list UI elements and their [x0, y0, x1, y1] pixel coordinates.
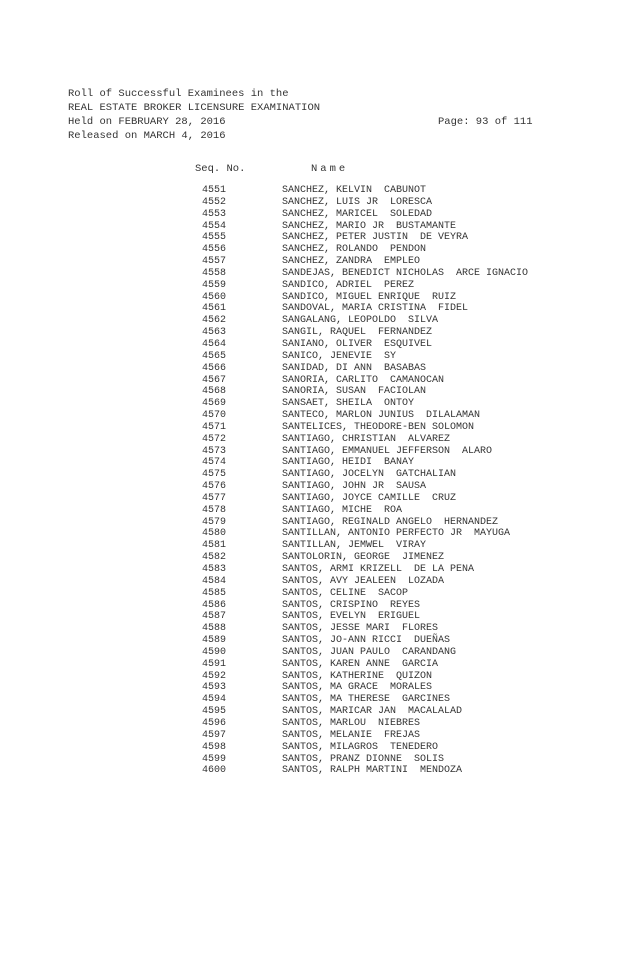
examinee-name: SANTOS, MARICAR JAN MACALALAD: [282, 706, 463, 718]
examinee-name: SANTOS, ARMI KRIZELL DE LA PENA: [282, 564, 475, 575]
seq-number: 4597: [202, 729, 227, 741]
page-number: Page: 93 of 111: [438, 116, 533, 128]
examinee-name: SANCHEZ, PETER JUSTIN DE VEYRA: [282, 232, 469, 244]
seq-number: 4592: [202, 670, 227, 682]
seq-number: 4551: [202, 185, 227, 196]
seq-number: 4580: [202, 528, 227, 540]
examinee-name: SANTOS, MARLOU NIEBRES: [282, 717, 421, 729]
seq-number: 4595: [202, 706, 227, 718]
seq-number: 4578: [202, 504, 227, 516]
examinee-name: SANTOS, MA GRACE MORALES: [282, 682, 433, 694]
list-item: [0, 280, 638, 292]
list-item: [0, 682, 638, 694]
seq-number: 4584: [202, 575, 227, 587]
list-item: [0, 434, 638, 446]
list-item: [0, 469, 638, 481]
seq-number: 4562: [202, 315, 227, 327]
list-item: [0, 706, 638, 718]
examinee-name: SANTECO, MARLON JUNIUS DILALAMAN: [282, 410, 481, 422]
examinee-name: SANTILLAN, ANTONIO PERFECTO JR MAYUGA: [282, 528, 511, 540]
seq-number: 4583: [202, 564, 227, 575]
seq-number: 4585: [202, 587, 227, 599]
seq-number: 4594: [202, 694, 227, 706]
list-item: [0, 292, 638, 304]
examinee-name: SANORIA, CARLITO CAMANOCAN: [282, 374, 445, 386]
examinee-name: SANSAET, SHEILA ONTOY: [282, 398, 415, 410]
release-date: Released on MARCH 4, 2016: [68, 130, 226, 142]
list-item: [0, 611, 638, 623]
seq-number: 4567: [202, 374, 227, 386]
seq-number: 4561: [202, 303, 227, 315]
examinee-name: SANTOS, KATHERINE QUIZON: [282, 670, 433, 682]
examinee-name: SANTOS, KAREN ANNE GARCIA: [282, 658, 439, 670]
list-item: [0, 375, 638, 387]
list-item: [0, 528, 638, 540]
list-item: [0, 647, 638, 659]
seq-number: 4563: [202, 327, 227, 339]
examinee-name: SANTIAGO, JOHN JR SAUSA: [282, 481, 427, 493]
examinee-name: SANTOS, AVY JEALEEN LOZADA: [282, 575, 445, 587]
list-item: [0, 742, 638, 754]
seq-number: 4570: [202, 410, 227, 422]
list-item: [0, 398, 638, 410]
seq-number: 4579: [202, 516, 227, 528]
column-header-name: Name: [311, 163, 349, 175]
list-item: [0, 244, 638, 256]
list-item: [0, 481, 638, 493]
seq-number: 4593: [202, 682, 227, 694]
list-item: [0, 327, 638, 339]
seq-number: 4568: [202, 386, 227, 398]
seq-number: 4573: [202, 445, 227, 457]
examinee-name: SANGALANG, LEOPOLDO SILVA: [282, 315, 439, 327]
examinee-name: SANCHEZ, MARICEL SOLEDAD: [282, 208, 433, 220]
list-item: [0, 232, 638, 244]
seq-number: 4574: [202, 457, 227, 469]
seq-number: 4565: [202, 350, 227, 362]
list-item: [0, 422, 638, 434]
seq-number: 4571: [202, 421, 227, 433]
list-item: [0, 540, 638, 552]
examinee-name: SANGIL, RAQUEL FERNANDEZ: [282, 327, 433, 339]
examinee-name: SANTILLAN, JEMWEL VIRAY: [282, 540, 427, 552]
seq-number: 4589: [202, 635, 227, 647]
document-title-line-1: Roll of Successful Examinees in the: [68, 88, 289, 100]
examinee-name: SANTOS, JESSE MARI FLORES: [282, 623, 439, 635]
list-item: [0, 221, 638, 233]
list-item: [0, 659, 638, 671]
examinee-name: SANTOS, CELINE SACOP: [282, 587, 409, 599]
examinee-name: SANDEJAS, BENEDICT NICHOLAS ARCE IGNACIO: [282, 267, 529, 279]
list-item: [0, 600, 638, 612]
seq-number: 4552: [202, 196, 227, 208]
seq-number: 4600: [202, 765, 227, 777]
seq-number: 4558: [202, 267, 227, 279]
list-item: [0, 564, 638, 576]
seq-number: 4582: [202, 552, 227, 564]
list-item: [0, 588, 638, 600]
seq-number: 4599: [202, 753, 227, 765]
examinee-name: SANTOS, MELANIE FREJAS: [282, 729, 421, 741]
examinee-name: SANIANO, OLIVER ESQUIVEL: [282, 338, 433, 350]
list-item: [0, 694, 638, 706]
seq-number: 4556: [202, 244, 227, 256]
list-item: [0, 209, 638, 221]
list-item: [0, 517, 638, 529]
examinee-name: SANIDAD, DI ANN BASABAS: [282, 362, 427, 374]
seq-number: 4553: [202, 208, 227, 220]
list-item: [0, 303, 638, 315]
exam-held-date: Held on FEBRUARY 28, 2016: [68, 116, 226, 128]
seq-number: 4575: [202, 469, 227, 481]
examinee-name: SANTOS, JO-ANN RICCI DUEÑAS: [282, 635, 451, 647]
examinee-name: SANTELICES, THEODORE-BEN SOLOMON: [282, 421, 475, 433]
examinee-name: SANDICO, MIGUEL ENRIQUE RUIZ: [282, 291, 457, 303]
examinee-name: SANORIA, SUSAN FACIOLAN: [282, 386, 427, 398]
document-title-line-2: REAL ESTATE BROKER LICENSURE EXAMINATION: [68, 102, 321, 114]
list-item: [0, 268, 638, 280]
examinee-name: SANTOS, JUAN PAULO CARANDANG: [282, 646, 457, 658]
examinee-name: SANTIAGO, EMMANUEL JEFFERSON ALARO: [282, 445, 493, 457]
examinee-name: SANTIAGO, HEIDI BANAY: [282, 457, 415, 469]
list-item: [0, 576, 638, 588]
seq-number: 4564: [202, 338, 227, 350]
list-item: [0, 363, 638, 375]
seq-number: 4591: [202, 658, 227, 670]
list-item: [0, 505, 638, 517]
list-item: [0, 339, 638, 351]
list-item: [0, 256, 638, 268]
column-header-seq-no: Seq. No.: [195, 163, 246, 175]
list-item: [0, 671, 638, 683]
seq-number: 4590: [202, 646, 227, 658]
seq-number: 4572: [202, 433, 227, 445]
list-item: [0, 493, 638, 505]
list-item: [0, 410, 638, 422]
list-item: [0, 457, 638, 469]
list-item: [0, 730, 638, 742]
list-item: [0, 623, 638, 635]
examinee-name: SANTOS, EVELYN ERIGUEL: [282, 611, 421, 623]
list-item: [0, 315, 638, 327]
list-item: [0, 446, 638, 458]
seq-number: 4566: [202, 362, 227, 374]
examinee-name: SANTIAGO, JOYCE CAMILLE CRUZ: [282, 492, 457, 504]
examinee-name: SANTIAGO, JOCELYN GATCHALIAN: [282, 469, 457, 481]
seq-number: 4577: [202, 492, 227, 504]
seq-number: 4560: [202, 291, 227, 303]
seq-number: 4554: [202, 220, 227, 232]
list-item: [0, 765, 638, 777]
examinee-name: SANCHEZ, ROLANDO PENDON: [282, 244, 427, 256]
seq-number: 4576: [202, 481, 227, 493]
seq-number: 4569: [202, 398, 227, 410]
examinee-name: SANCHEZ, MARIO JR BUSTAMANTE: [282, 220, 457, 232]
seq-number: 4555: [202, 232, 227, 244]
examinee-name: SANDICO, ADRIEL PEREZ: [282, 279, 415, 291]
examinee-name: SANCHEZ, LUIS JR LORESCA: [282, 196, 433, 208]
list-item: [0, 552, 638, 564]
seq-number: 4557: [202, 256, 227, 268]
seq-number: 4588: [202, 623, 227, 635]
examinee-name: SANCHEZ, ZANDRA EMPLEO: [282, 256, 421, 268]
list-item: [0, 635, 638, 647]
seq-number: 4587: [202, 611, 227, 623]
list-item: [0, 197, 638, 209]
seq-number: 4598: [202, 741, 227, 753]
examinee-name: SANICO, JENEVIE SY: [282, 350, 397, 362]
list-item: [0, 386, 638, 398]
examinee-name: SANTIAGO, REGINALD ANGELO HERNANDEZ: [282, 516, 499, 528]
examinee-name: SANCHEZ, KELVIN CABUNOT: [282, 185, 427, 196]
list-item: [0, 718, 638, 730]
examinee-name: SANTOS, MILAGROS TENEDERO: [282, 741, 439, 753]
list-item: [0, 351, 638, 363]
seq-number: 4596: [202, 717, 227, 729]
seq-number: 4586: [202, 599, 227, 611]
examinee-name: SANTOS, RALPH MARTINI MENDOZA: [282, 765, 463, 777]
examinee-name: SANTIAGO, CHRISTIAN ALVAREZ: [282, 433, 451, 445]
examinee-name: SANTOS, PRANZ DIONNE SOLIS: [282, 753, 445, 765]
seq-number: 4559: [202, 279, 227, 291]
examinee-name: SANTIAGO, MICHE ROA: [282, 504, 403, 516]
seq-number: 4581: [202, 540, 227, 552]
examinee-list: [0, 185, 638, 777]
examinee-name: SANTOS, MA THERESE GARCINES: [282, 694, 451, 706]
examinee-name: SANTOS, CRISPINO REYES: [282, 599, 421, 611]
examinee-name: SANTOLORIN, GEORGE JIMENEZ: [282, 552, 445, 564]
examinee-name: SANDOVAL, MARIA CRISTINA FIDEL: [282, 303, 469, 315]
list-item: [0, 754, 638, 766]
list-item: [0, 185, 638, 197]
